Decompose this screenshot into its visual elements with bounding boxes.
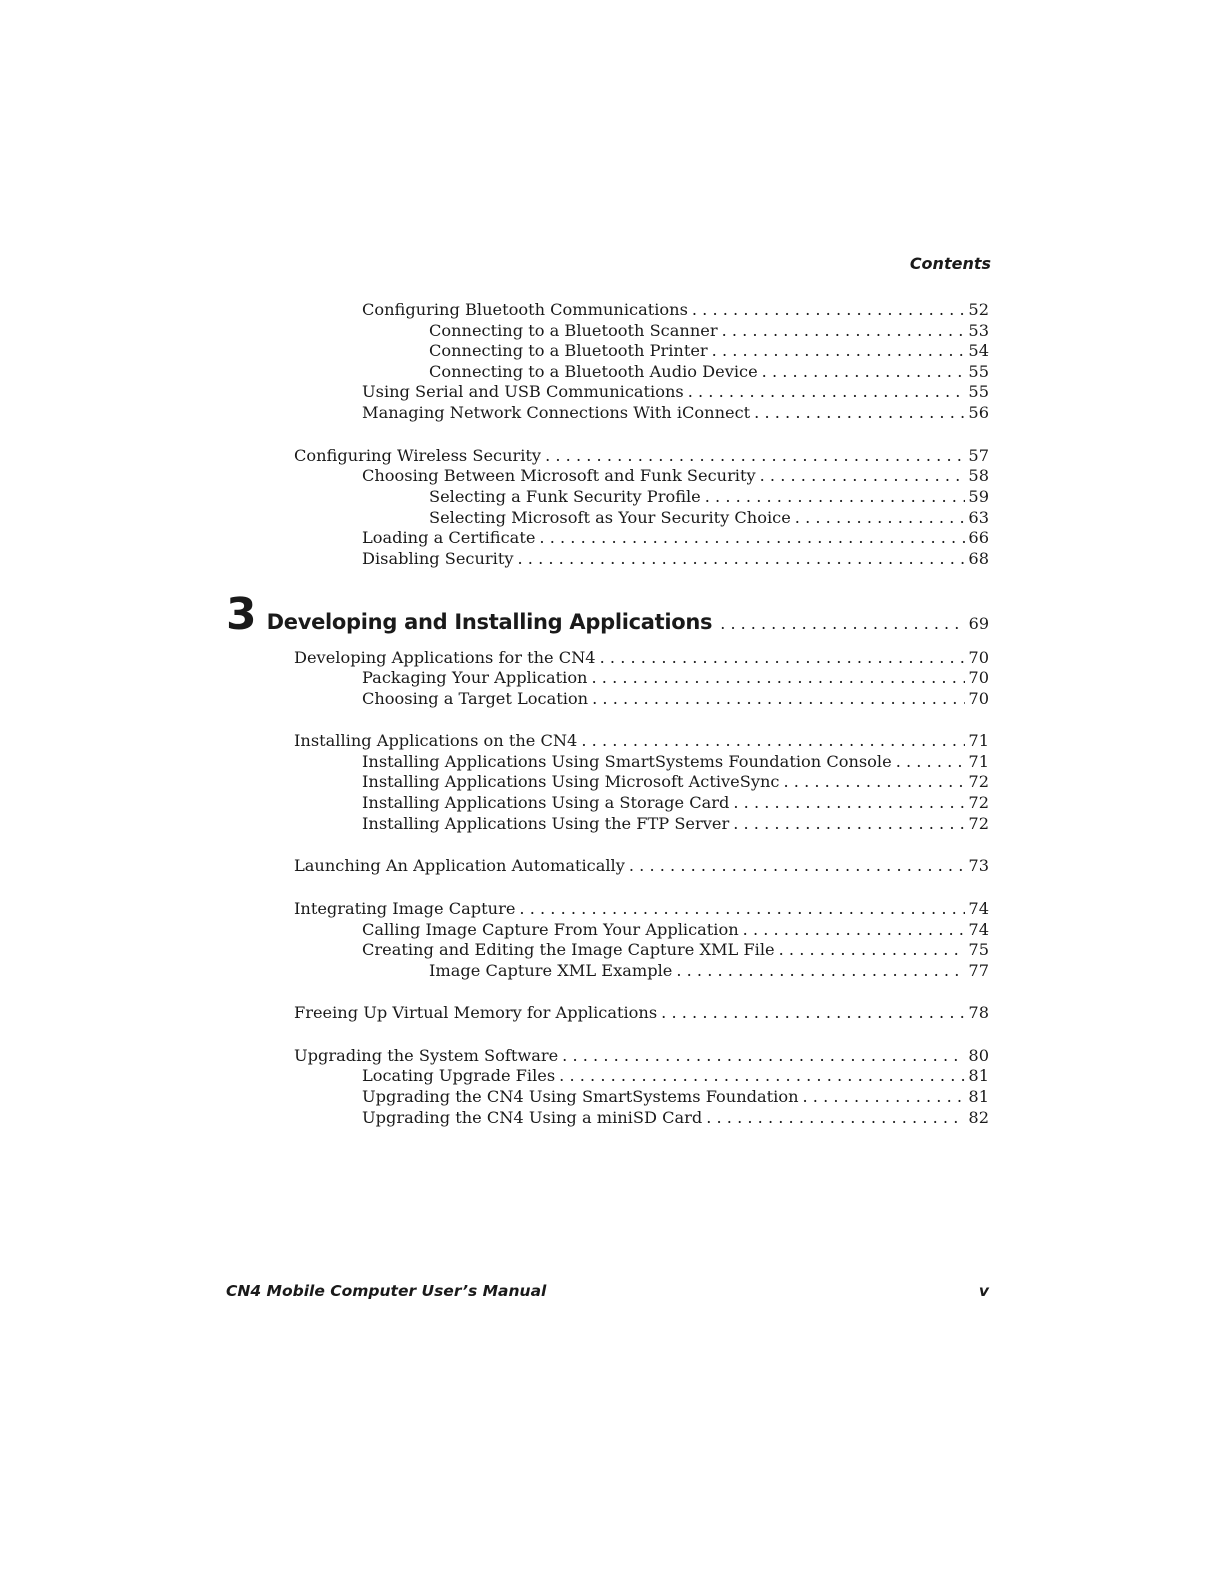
toc-entry[interactable] [429, 320, 989, 341]
dot-leader [676, 960, 965, 981]
toc-entry-title: Integrating Image Capture [294, 899, 516, 918]
dot-leader [722, 320, 966, 341]
toc-entry-title: Using Serial and USB Communications [362, 382, 684, 401]
toc-entry-page: 81 [968, 1087, 989, 1106]
toc-entry-page: 55 [968, 382, 989, 401]
toc-entry-page: 81 [968, 1066, 989, 1085]
dot-leader [592, 688, 965, 709]
toc-entry-title: Selecting a Funk Security Profile [429, 487, 701, 506]
chapter-page-number: 69 [968, 614, 989, 633]
dot-leader [754, 402, 965, 423]
dot-leader [896, 751, 966, 772]
dot-leader [760, 465, 966, 486]
toc-entry-title: Packaging Your Application [362, 668, 588, 687]
toc-entry-title: Connecting to a Bluetooth Scanner [429, 321, 718, 340]
toc-entry-title: Loading a Certificate [362, 528, 536, 547]
toc-entry-title: Configuring Wireless Security [294, 446, 542, 465]
toc-entry[interactable] [429, 486, 989, 507]
toc-entry-page: 75 [968, 940, 989, 959]
chapter-heading[interactable] [226, 590, 989, 640]
dot-leader [600, 647, 966, 668]
toc-entry-page: 66 [968, 528, 989, 547]
toc-entry-title: Creating and Editing the Image Capture XML File [362, 940, 775, 959]
dot-leader [783, 771, 965, 792]
toc-entry-page: 71 [968, 752, 989, 771]
toc-entry[interactable] [362, 402, 989, 423]
toc-entry-page: 59 [968, 487, 989, 506]
toc-entry[interactable] [362, 465, 989, 486]
toc-entry[interactable] [429, 960, 989, 981]
dot-leader [743, 919, 966, 940]
toc-entry-page: 72 [968, 814, 989, 833]
toc-entry-title: Upgrading the CN4 Using SmartSystems Foundation [362, 1087, 799, 1106]
toc-entry-page: 80 [968, 1046, 989, 1065]
toc-entry-page: 72 [968, 793, 989, 812]
dot-leader [692, 299, 966, 320]
running-header: Contents [909, 254, 991, 273]
toc-entry[interactable] [362, 771, 989, 792]
dot-leader [688, 381, 966, 402]
toc-entry-page: 72 [968, 772, 989, 791]
dot-leader [545, 445, 965, 466]
toc-entry-title: Installing Applications Using Microsoft ActiveSync [362, 772, 780, 791]
toc-entry[interactable] [362, 667, 989, 688]
toc-entry[interactable] [294, 1002, 989, 1023]
dot-leader [592, 667, 966, 688]
dot-leader [706, 1107, 965, 1128]
dot-leader [779, 939, 966, 960]
toc-entry[interactable] [362, 548, 989, 569]
toc-entry-title: Installing Applications Using a Storage Card [362, 793, 730, 812]
toc-entry-page: 71 [968, 731, 989, 750]
toc-entry[interactable] [362, 813, 989, 834]
dot-leader [519, 898, 965, 919]
toc-entry-title: Choosing a Target Location [362, 689, 589, 708]
toc-entry-title: Connecting to a Bluetooth Audio Device [429, 362, 758, 381]
dot-leader [562, 1045, 965, 1066]
toc-entry-page: 74 [968, 920, 989, 939]
dot-leader [762, 361, 966, 382]
toc-entry-page: 82 [968, 1108, 989, 1127]
toc-entry-title: Image Capture XML Example [429, 961, 673, 980]
dot-leader [733, 792, 965, 813]
toc-entry-title: Configuring Bluetooth Communications [362, 300, 688, 319]
toc-entry-title: Disabling Security [362, 549, 514, 568]
toc-entry-title: Calling Image Capture From Your Application [362, 920, 739, 939]
toc-entry-page: 74 [968, 899, 989, 918]
toc-entry[interactable] [294, 855, 989, 876]
toc-entry-page: 52 [968, 300, 989, 319]
chapter-title: Developing and Installing Applications [266, 610, 713, 634]
toc-entry[interactable] [362, 688, 989, 709]
toc-entry[interactable] [362, 381, 989, 402]
toc-entry[interactable] [294, 730, 989, 751]
dot-leader [559, 1065, 965, 1086]
toc-entry-title: Freeing Up Virtual Memory for Applications [294, 1003, 658, 1022]
dot-leader [733, 813, 965, 834]
toc-entry-page: 73 [968, 856, 989, 875]
toc-entry[interactable] [294, 898, 989, 919]
toc-entry-page: 58 [968, 466, 989, 485]
toc-entry-page: 78 [968, 1003, 989, 1022]
toc-entry-title: Selecting Microsoft as Your Security Choice [429, 508, 791, 527]
toc-entry-page: 70 [968, 648, 989, 667]
toc-entry[interactable] [362, 1086, 989, 1107]
toc-entry-title: Locating Upgrade Files [362, 1066, 556, 1085]
toc-entry[interactable] [294, 445, 989, 466]
toc-entry-page: 70 [968, 689, 989, 708]
toc-entry-page: 57 [968, 446, 989, 465]
toc-entry[interactable] [362, 1107, 989, 1128]
toc-entry[interactable] [429, 340, 989, 361]
dot-leader [803, 1086, 966, 1107]
dot-leader [539, 527, 965, 548]
footer-manual-title: CN4 Mobile Computer User’s Manual [226, 1282, 547, 1300]
toc-entry-page: 56 [968, 403, 989, 422]
dot-leader [712, 340, 966, 361]
toc-entry-page: 77 [968, 961, 989, 980]
dot-leader [720, 614, 962, 633]
toc-entry-page: 70 [968, 668, 989, 687]
toc-entry-title: Installing Applications Using the FTP Server [362, 814, 730, 833]
footer-page-number: v [978, 1282, 989, 1300]
dot-leader [795, 507, 966, 528]
chapter-number: 3 [226, 590, 257, 640]
dot-leader [518, 548, 966, 569]
dot-leader [581, 730, 965, 751]
toc-entry-title: Connecting to a Bluetooth Printer [429, 341, 708, 360]
dot-leader [661, 1002, 965, 1023]
toc-entry-page: 63 [968, 508, 989, 527]
toc-entry-page: 68 [968, 549, 989, 568]
toc-entry-page: 54 [968, 341, 989, 360]
toc-entry[interactable] [362, 299, 989, 320]
dot-leader [629, 855, 966, 876]
toc-entry-title: Upgrading the CN4 Using a miniSD Card [362, 1108, 703, 1127]
toc-entry[interactable] [362, 919, 989, 940]
toc-entry[interactable] [294, 1045, 989, 1066]
toc-entry[interactable] [429, 361, 989, 382]
toc-entry[interactable] [362, 751, 989, 772]
toc-entry-title: Choosing Between Microsoft and Funk Security [362, 466, 756, 485]
toc-entry-title: Installing Applications Using SmartSystems Foundation Console [362, 752, 892, 771]
toc-entry[interactable] [429, 507, 989, 528]
toc-entry-title: Managing Network Connections With iConnect [362, 403, 751, 422]
toc-entry[interactable] [362, 939, 989, 960]
toc-entry-title: Installing Applications on the CN4 [294, 731, 578, 750]
toc-entry[interactable] [362, 792, 989, 813]
toc-entry-page: 53 [968, 321, 989, 340]
dot-leader [705, 486, 966, 507]
toc-entry[interactable] [362, 1065, 989, 1086]
toc-entry-title: Upgrading the System Software [294, 1046, 559, 1065]
toc-entry-title: Launching An Application Automatically [294, 856, 625, 875]
toc-entry-page: 55 [968, 362, 989, 381]
toc-entry[interactable] [362, 527, 989, 548]
toc-entry[interactable] [294, 647, 989, 668]
toc-entry-title: Developing Applications for the CN4 [294, 648, 596, 667]
